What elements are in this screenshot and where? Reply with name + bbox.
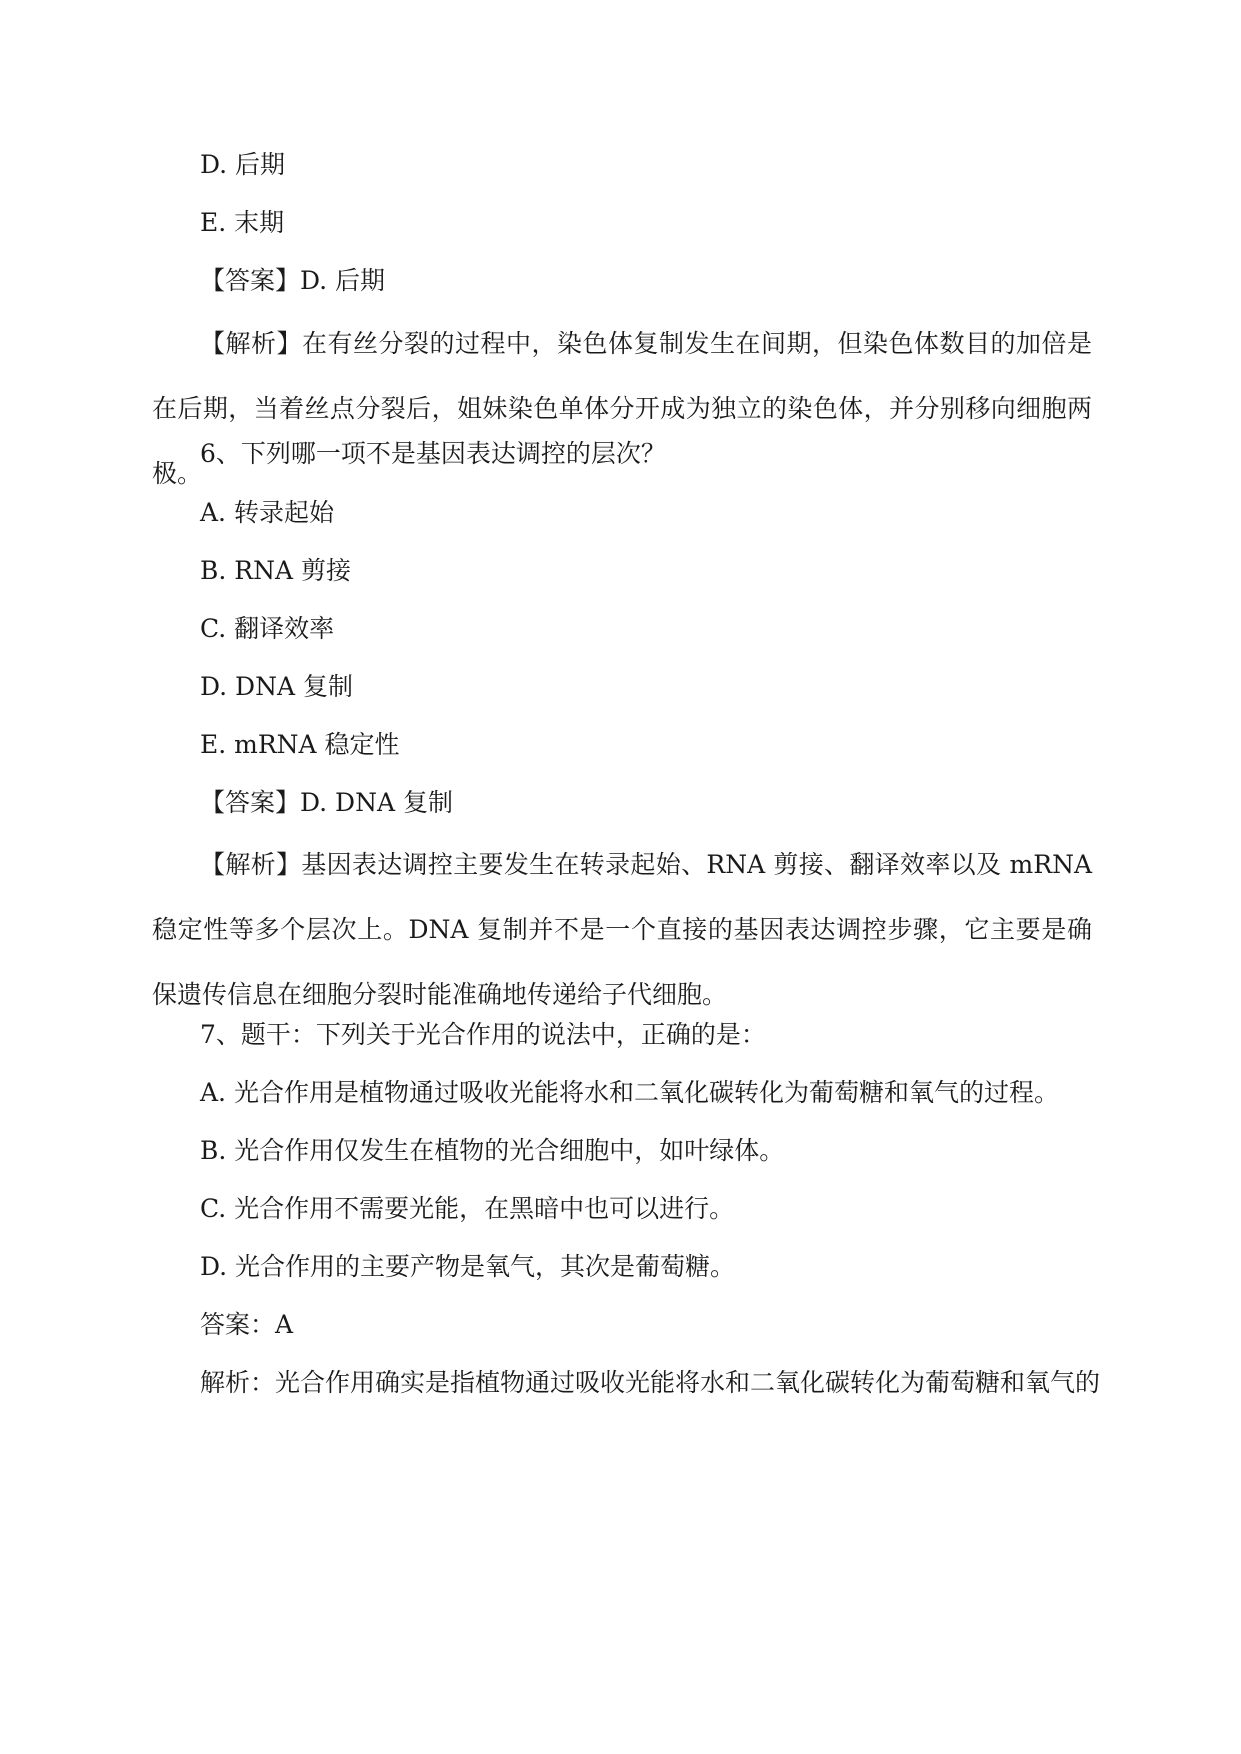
q7-answer: 答案：A bbox=[200, 1310, 294, 1339]
q5-option-d: D. 后期 bbox=[200, 150, 286, 179]
q7-option-d: D. 光合作用的主要产物是氧气，其次是葡萄糖。 bbox=[200, 1252, 736, 1281]
q6-answer: 【答案】D. DNA 复制 bbox=[200, 788, 453, 817]
q6-analysis: 【解析】基因表达调控主要发生在转录起始、RNA 剪接、翻译效率以及 mRNA 稳定性等多个层次上。DNA 复制并不是一个直接的基因表达调控步骤，它主要是确保遗传信息在细胞分裂时能准确地传递给子代细胞。 bbox=[152, 850, 1092, 1009]
q6-option-a: A. 转录起始 bbox=[200, 498, 334, 527]
q7-analysis: 解析：光合作用确实是指植物通过吸收光能将水和二氧化碳转化为葡萄糖和氧气的 bbox=[200, 1368, 1101, 1397]
q7-option-c: C. 光合作用不需要光能，在黑暗中也可以进行。 bbox=[200, 1194, 735, 1223]
q6-option-d: D. DNA 复制 bbox=[200, 672, 353, 701]
q7-option-a: A. 光合作用是植物通过吸收光能将水和二氧化碳转化为葡萄糖和氧气的过程。 bbox=[200, 1078, 1059, 1107]
q5-answer: 【答案】D. 后期 bbox=[200, 266, 386, 295]
q5-option-e: E. 末期 bbox=[200, 208, 285, 237]
q7-question: 7、题干：下列关于光合作用的说法中，正确的是： bbox=[200, 1020, 766, 1049]
q6-question: 6、下列哪一项不是基因表达调控的层次？ bbox=[200, 439, 666, 468]
q7-option-b: B. 光合作用仅发生在植物的光合细胞中，如叶绿体。 bbox=[200, 1136, 785, 1165]
q5-analysis: 【解析】在有丝分裂的过程中，染色体复制发生在间期，但染色体数目的加倍是在后期，当着丝点分裂后，姐妹染色单体分开成为独立的染色体，并分别移向细胞两极。 bbox=[152, 329, 1092, 488]
q6-option-c: C. 翻译效率 bbox=[200, 614, 335, 643]
q6-option-e: E. mRNA 稳定性 bbox=[200, 730, 400, 759]
q6-option-b: B. RNA 剪接 bbox=[200, 556, 351, 585]
